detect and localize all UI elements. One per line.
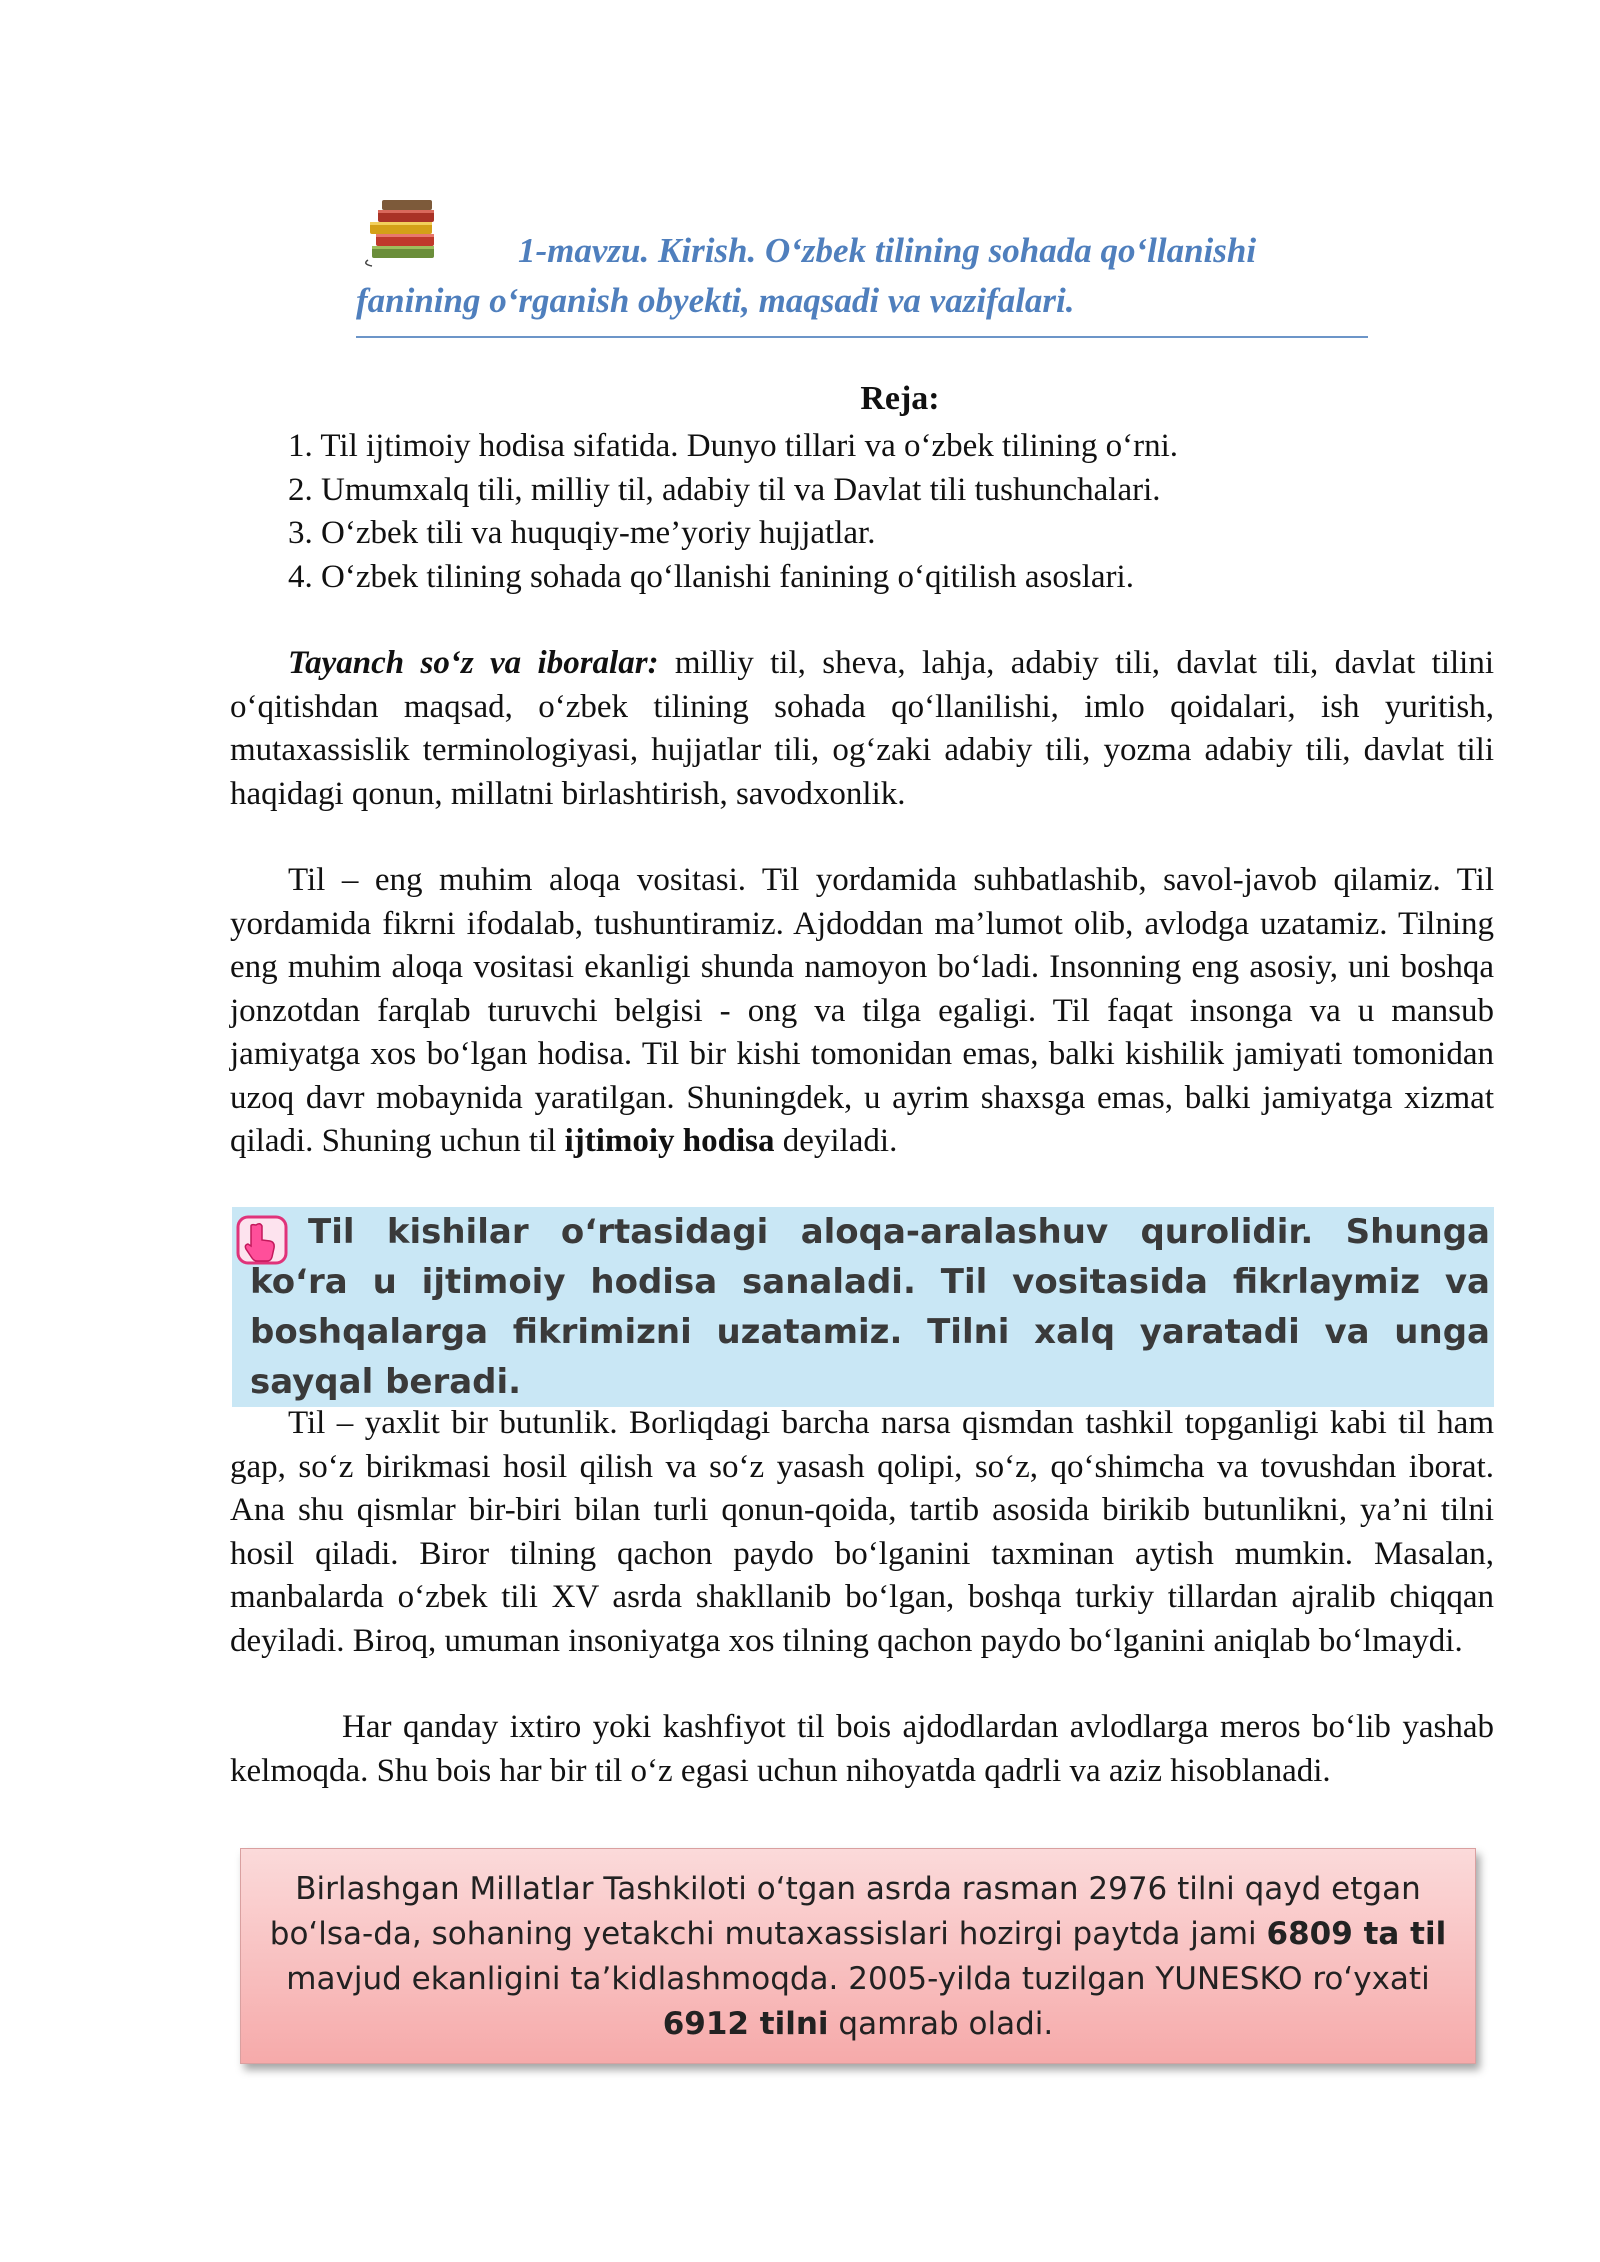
keywords-label: Tayanch so‘z va iboralar: bbox=[288, 645, 659, 681]
stats-text-1: Birlashgan Millatlar Tashkiloti o‘tgan asrda rasman 2976 tilni qayd etgan bo‘lsa-da, sohaning yetakchi mutaxassislari hozirgi paytda jami bbox=[269, 1871, 1421, 1952]
paragraph-1-tail: deyiladi. bbox=[774, 1123, 898, 1159]
plan-item: 2. Umumxalq tili, milliy til, adabiy til va Davlat tili tushunchalari. bbox=[288, 471, 1161, 508]
plan-item: 4. O‘zbek tilining sohada qo‘llanishi fanining o‘qitilish asoslari. bbox=[288, 558, 1134, 595]
title-line-2: fanining o‘rganish obyekti, maqsadi va vazifalari. bbox=[356, 281, 1075, 320]
title-line-1: 1-mavzu. Kirish. O‘zbek tilining sohada qo‘llanishi bbox=[518, 231, 1257, 270]
statistics-box bbox=[240, 1848, 1476, 2064]
paragraph-1 bbox=[230, 859, 1494, 1164]
plan-heading: Reja: bbox=[860, 380, 940, 417]
plan-list bbox=[288, 425, 1488, 599]
callout-text: Til kishilar o‘rtasidagi aloqa-aralashuv qurolidir. Shunga ko‘ra u ijtimoiy hodisa sanaladi. Til vositasida fikrlaymiz va boshqalarga fikrimizni uzatamiz. Tilni xalq yaratadi va unga sayqal beradi. bbox=[250, 1212, 1490, 1402]
callout-box bbox=[232, 1207, 1494, 1407]
stats-bold-1: 6809 ta til bbox=[1266, 1916, 1447, 1952]
stats-bold-2: 6912 tilni bbox=[662, 2006, 829, 2042]
plan-item: 1. Til ijtimoiy hodisa sifatida. Dunyo tillari va o‘zbek tilining o‘rni. bbox=[288, 428, 1179, 464]
paragraph-1-bold: ijtimoiy hodisa bbox=[564, 1123, 775, 1159]
stats-text-3: qamrab oladi. bbox=[828, 2006, 1054, 2042]
stats-text-2: mavjud ekanligini ta’kidlashmoqda. 2005-yilda tuzilgan YUNESKO ro‘yxati bbox=[286, 1961, 1430, 1997]
keywords-paragraph bbox=[230, 642, 1494, 816]
plan-item: 3. O‘zbek tili va huquqiy-me’yoriy hujjatlar. bbox=[288, 515, 876, 551]
title-underline bbox=[356, 336, 1368, 338]
paragraph-1-text: Til – eng muhim aloqa vositasi. Til yordamida suhbatlashib, savol-javob qilamiz. Til yordamida fikrni ifodalab, tushuntiramiz. Ajdoddan ma’lumot olib, avlodga uzatamiz. Tilning eng muhim aloqa vositasi ekanligi shunda namoyon bo‘ladi. Insonning eng asosiy, uni boshqa jonzotdan farqlab turuvchi belgisi - ong va tilga egaligi. Til faqat insonga va u mansub jamiyatga xos bo‘lgan hodisa. Til bir kishi tomonidan emas, balki kishilik jamiyati tomonidan uzoq davr mobaynida yaratilgan. Shuningdek, u ayrim shaxsga emas, balki jamiyatga xizmat qiladi. Shuning uchun til bbox=[230, 862, 1494, 1159]
paragraph-3: Har qanday ixtiro yoki kashfiyot til bois ajdodlardan avlodlarga meros bo‘lib yashab kelmoqda. Shu bois har bir til o‘z egasi uchun nihoyatda qadrli va aziz hisoblanadi. bbox=[230, 1709, 1494, 1789]
lesson-title bbox=[356, 226, 1366, 326]
paragraph-2: Til – yaxlit bir butunlik. Borliqdagi barcha narsa qismdan tashkil topganligi kabi til ham gap, so‘z birikmasi hosil qilish va so‘z yasash qolipi, so‘z, qo‘shimcha va tovushdan iborat. Ana shu qismlar bir-biri bilan turli qonun-qoida, tartib asosida birikib butunlikni, ya’ni tilni hosil qiladi. Biror tilning qachon paydo bo‘lganini taxminan aytish mumkin. Masalan, manbalarda o‘zbek tili XV asrda shakllanib bo‘lgan, boshqa turkiy tillardan ajralib chiqqan deyiladi. Biroq, umuman insoniyatga xos tilning qachon paydo bo‘lganini aniqlab bo‘lmaydi. bbox=[230, 1405, 1494, 1659]
keywords-text: milliy til, sheva, lahja, adabiy tili, davlat tili, davlat tilini o‘qitishdan maqsad, o‘zbek tilining sohada qo‘llanilishi, imlo qoidalari, ish yuritish, mutaxassislik terminologiyasi, hujjatlar tili, og‘zaki adabiy tili, yozma adabiy tili, davlat tili haqidagi qonun, millatni birlashtirish, savodxonlik. bbox=[230, 645, 1494, 812]
